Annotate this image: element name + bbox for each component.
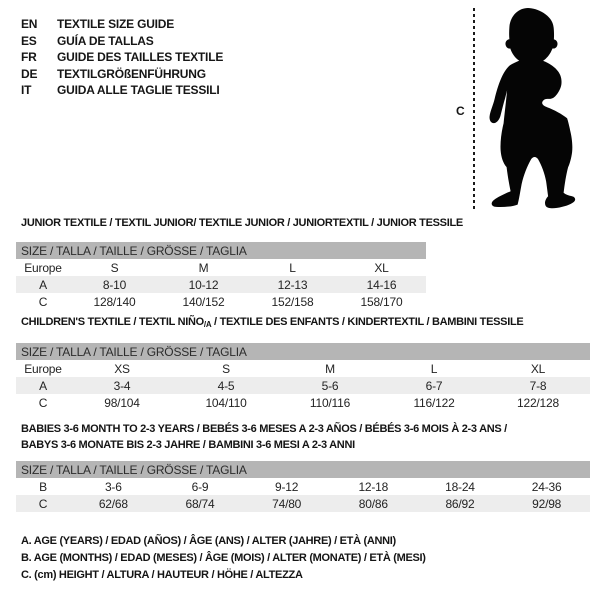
cell: XL	[530, 361, 546, 376]
cell: 74/80	[243, 495, 330, 512]
cell: L	[430, 361, 438, 376]
cell: 86/92	[417, 495, 504, 512]
cell: 128/140	[93, 294, 136, 309]
cell: M	[325, 361, 335, 376]
cell: L	[289, 260, 296, 275]
children-size-table	[16, 343, 590, 411]
language-code: IT	[21, 83, 32, 97]
cell: 3-6	[104, 479, 122, 494]
table-row	[16, 394, 590, 411]
language-row-en	[21, 16, 223, 33]
legend-line-a: A. AGE (YEARS) / EDAD (AÑOS) / ÂGE (ANS) / ALTER (JAHRE) / ETÀ (ANNI)	[21, 535, 396, 547]
children-table-title	[21, 314, 523, 333]
row-label: C	[16, 495, 70, 512]
legend-line-b: B. AGE (MONTHS) / EDAD (MESES) / ÂGE (MOIS) / ALTER (MONATE) / ETÀ (MESI)	[21, 552, 426, 564]
language-code: EN	[21, 17, 38, 31]
cell: 5-6	[278, 377, 382, 394]
children-title-text: / TEXTILE DES ENFANTS / KINDERTEXTIL / BAMBINI TESSILE	[211, 316, 524, 328]
cell: XS	[114, 361, 130, 376]
language-code: FR	[21, 50, 37, 64]
junior-table-title: JUNIOR TEXTILE / TEXTIL JUNIOR/ TEXTILE JUNIOR / JUNIORTEXTIL / JUNIOR TESSILE	[21, 217, 463, 229]
cell: 152/158	[271, 294, 314, 309]
babies-title-line1: BABIES 3-6 MONTH TO 2-3 YEARS / BEBÉS 3-6 MESES A 2-3 AÑOS / BÉBÉS 3-6 MOIS À 2-3 ANS /	[21, 423, 507, 435]
language-row-it	[21, 82, 223, 99]
cell: S	[110, 260, 119, 275]
cell: 10-12	[159, 276, 248, 293]
row-label: C	[38, 294, 48, 309]
children-title-sub: /A	[203, 320, 212, 329]
cell: XL	[374, 260, 389, 275]
children-title-text: CHILDREN'S TEXTILE / TEXTIL NIÑO	[21, 316, 204, 328]
row-label: Europe	[24, 361, 62, 376]
cell: 7-8	[486, 377, 590, 394]
cell: M	[198, 260, 209, 275]
cell: 12-13	[248, 276, 337, 293]
guide-title-it: GUIDA ALLE TAGLIE TESSILI	[57, 83, 220, 97]
language-row-es	[21, 33, 223, 50]
cell: 6-9	[191, 479, 209, 494]
table-row	[16, 293, 426, 310]
size-header-row	[16, 242, 426, 259]
babies-size-table	[16, 461, 590, 512]
cell: 9-12	[275, 479, 299, 494]
cell: 104/110	[205, 395, 247, 410]
cell: 122/128	[517, 395, 559, 410]
cell: 110/116	[309, 395, 351, 410]
cell: 92/98	[503, 495, 590, 512]
cell: 158/170	[360, 294, 403, 309]
height-measure-label: C	[456, 104, 465, 118]
language-row-fr	[21, 49, 223, 66]
cell: 3-4	[70, 377, 174, 394]
cell: 116/122	[413, 395, 455, 410]
cell: 24-36	[531, 479, 562, 494]
cell: 12-18	[358, 479, 389, 494]
height-measure-dashed-line	[473, 8, 475, 211]
babies-title-line2: BABYS 3-6 MONATE BIS 2-3 JAHRE / BAMBINI 3-6 MESI A 2-3 ANNI	[21, 439, 355, 451]
cell: S	[222, 361, 230, 376]
toddler-figure	[450, 4, 598, 216]
size-header: SIZE / TALLA / TAILLE / GRÖSSE / TAGLIA	[16, 343, 590, 360]
measure-legend	[21, 533, 426, 584]
table-row	[16, 495, 590, 512]
cell: 6-7	[382, 377, 486, 394]
cell: 14-16	[337, 276, 426, 293]
toddler-silhouette-icon	[483, 4, 596, 212]
cell: 80/86	[330, 495, 417, 512]
table-row	[16, 276, 426, 293]
size-header-row	[16, 343, 590, 360]
guide-title-es: GUÍA DE TALLAS	[57, 33, 154, 48]
language-row-de	[21, 66, 223, 83]
cell: 62/68	[70, 495, 157, 512]
cell: 8-10	[70, 276, 159, 293]
cell: 140/152	[182, 294, 225, 309]
table-row	[16, 360, 590, 377]
guide-title-en: TEXTILE SIZE GUIDE	[57, 17, 175, 31]
language-title-list	[21, 16, 223, 99]
size-header-row	[16, 461, 590, 478]
cell: 18-24	[445, 479, 475, 494]
table-row	[16, 478, 590, 495]
junior-size-table	[16, 242, 426, 310]
cell: 68/74	[157, 495, 244, 512]
cell: 98/104	[104, 395, 140, 410]
table-row	[16, 377, 590, 394]
size-header: SIZE / TALLA / TAILLE / GRÖSSE / TAGLIA	[16, 461, 590, 478]
row-label: A	[16, 276, 70, 293]
row-label: Europe	[24, 260, 62, 275]
size-header: SIZE / TALLA / TAILLE / GRÖSSE / TAGLIA	[16, 242, 426, 259]
cell: 4-5	[174, 377, 278, 394]
row-label: B	[39, 479, 47, 494]
row-label: A	[16, 377, 70, 394]
table-row	[16, 259, 426, 276]
legend-line-c: C. (cm) HEIGHT / ALTURA / HAUTEUR / HÖHE / ALTEZZA	[21, 569, 303, 581]
guide-title-de: TEXTILGRÖßENFÜHRUNG	[57, 66, 206, 81]
language-code: ES	[21, 33, 37, 48]
babies-table-title	[21, 421, 507, 453]
language-code: DE	[21, 66, 38, 81]
guide-title-fr: GUIDE DES TAILLES TEXTILE	[57, 50, 224, 64]
row-label: C	[38, 395, 48, 410]
